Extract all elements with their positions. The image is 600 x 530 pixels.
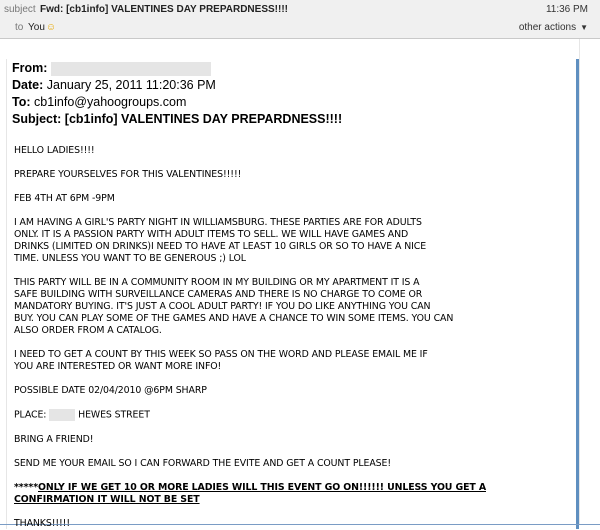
place-street: HEWES STREET xyxy=(78,409,150,421)
place-label: PLACE: xyxy=(14,409,47,421)
redacted-address xyxy=(49,409,75,421)
paragraph-date: FEB 4TH AT 6PM -9PM xyxy=(14,193,115,204)
forward-to-row xyxy=(12,94,572,111)
paragraph-thanks: THANKS!!!!! xyxy=(14,517,70,529)
paragraph-email: SEND ME YOUR EMAIL SO I CAN FORWARD THE EVITE AND GET A COUNT PLEASE! xyxy=(14,457,391,469)
scrollbar-track[interactable] xyxy=(579,39,600,525)
forward-to: cb1info@yahoogroups.com xyxy=(34,95,187,109)
other-actions-button[interactable] xyxy=(519,18,588,37)
to-label: to xyxy=(15,22,24,33)
message-text xyxy=(14,145,574,530)
subject-text: Fwd: [cb1info] VALENTINES DAY PREPARDNESS!!!! xyxy=(40,4,288,15)
chevron-down-icon: ▼ xyxy=(580,23,588,32)
redacted-sender xyxy=(51,62,211,76)
recipient-row xyxy=(0,18,600,37)
paragraph-party: I AM HAVING A GIRL'S PARTY NIGHT IN WILLIAMSBURG. THESE PARTIES ARE FOR ADULTS ONLY. IT IS A PASSION PARTY WITH ADULT ITEMS TO SELL. WE WILL HAVE GAMES AND DRINKS (LIMITED ON DRINKS)I NEED TO HAVE AT LEAST 10 GIRLS OR SO TO HAVE A NICE TIME. UNLESS YOU WANT TO BE GENEROUS ;) LOL xyxy=(14,217,427,264)
recipient-name: You xyxy=(28,22,45,33)
forward-subject-row xyxy=(12,111,572,128)
smiley-icon: ☺ xyxy=(45,22,57,33)
message-header xyxy=(0,0,600,39)
forward-date: January 25, 2011 11:20:36 PM xyxy=(46,78,216,92)
forward-from-label: From: xyxy=(12,61,48,75)
warning-prefix: ***** xyxy=(14,481,39,493)
forward-subject-label: Subject: xyxy=(12,112,62,126)
paragraph-warning xyxy=(14,482,574,506)
paragraph-location: THIS PARTY WILL BE IN A COMMUNITY ROOM IN MY BUILDING OR MY APARTMENT IT IS A SAFE BUILDING WITH SURVEILLANCE CAMERAS AND THERE IS NO CHARGE TO COME OR MANDATORY BUYING. IT'S JUST A COOL ADULT PARTY! IF YOU DO LIKE ANYTHING YOU CAN BUY. YOU CAN PLAY SOME OF THE GAMES AND HAVE A CHANCE TO WIN SOME ITEMS. YOU CAN ALSO ORDER FROM A CATALOG. xyxy=(14,277,454,336)
recipient[interactable] xyxy=(28,18,56,37)
forward-from-row xyxy=(12,60,572,77)
subject-label: subject xyxy=(4,4,36,15)
paragraph-count: I NEED TO GET A COUNT BY THIS WEEK SO PASS ON THE WORD AND PLEASE EMAIL ME IF YOU ARE INTERESTED OR WANT MORE INFO! xyxy=(14,349,428,372)
paragraph-prepare: PREPARE YOURSELVES FOR THIS VALENTINES!!!!! xyxy=(14,169,242,180)
other-actions-label: other actions xyxy=(518,22,577,33)
timestamp: 11:36 PM xyxy=(545,4,588,15)
forward-subject: [cb1info] VALENTINES DAY PREPARDNESS!!!! xyxy=(64,112,343,126)
paragraph-place xyxy=(14,409,574,422)
warning-text: ONLY IF WE GET 10 OR MORE LADIES WILL THIS EVENT GO ON!!!!!! UNLESS YOU GET A CONFIRMATION IT WILL NOT BE SET xyxy=(14,481,486,505)
greeting: HELLO LADIES!!!! xyxy=(14,145,95,156)
subject-row xyxy=(0,0,600,19)
forward-date-label: Date: xyxy=(12,78,44,92)
forwarded-header xyxy=(12,60,572,128)
forward-date-row xyxy=(12,77,572,94)
paragraph-possible-date: POSSIBLE DATE 02/04/2010 @6PM SHARP xyxy=(14,385,207,396)
message-body-area xyxy=(0,39,600,529)
forward-to-label: To: xyxy=(12,95,31,109)
paragraph-friend: BRING A FRIEND! xyxy=(14,433,94,445)
